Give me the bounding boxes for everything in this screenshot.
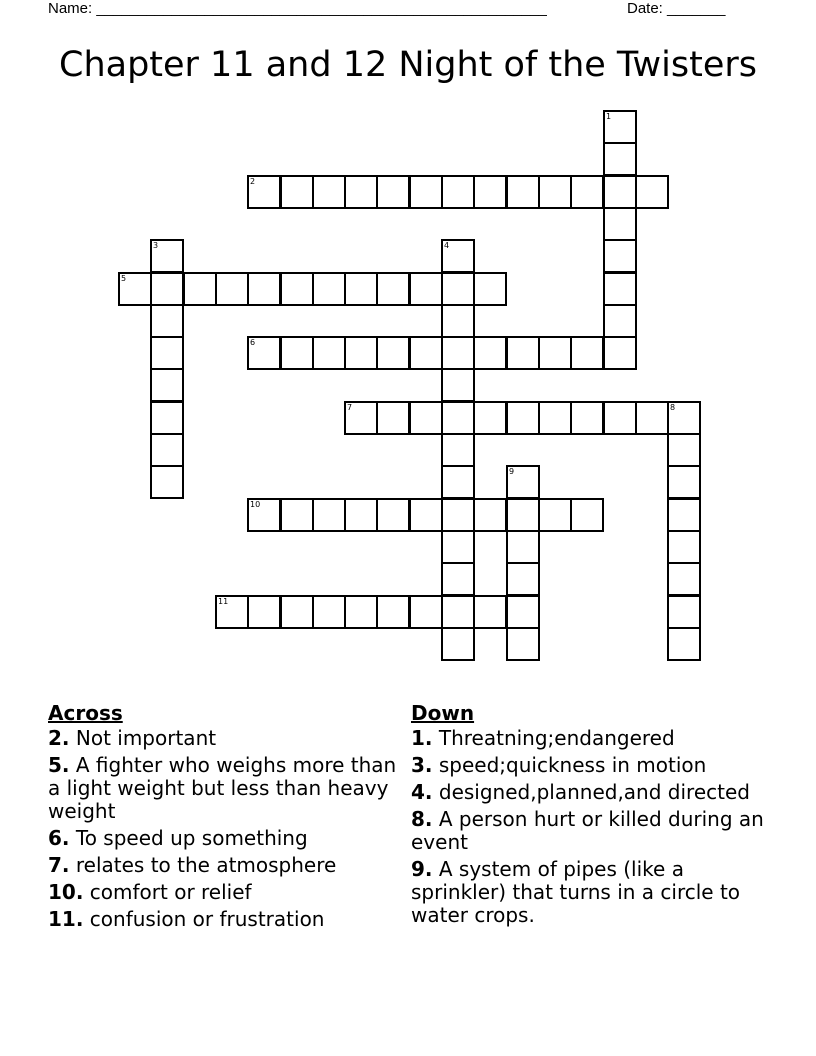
- crossword-cell: [473, 595, 507, 629]
- clue-number: 2.: [48, 726, 70, 750]
- cell-number: 1: [606, 112, 612, 121]
- crossword-cell: [247, 595, 281, 629]
- crossword-cell: [667, 401, 701, 435]
- across-clue: [48, 908, 398, 931]
- crossword-cell: [215, 272, 249, 306]
- crossword-cell: [409, 595, 443, 629]
- crossword-cell: [441, 272, 475, 306]
- crossword-cell: [344, 336, 378, 370]
- cell-number: 5: [121, 274, 127, 283]
- down-heading: Down: [411, 701, 475, 725]
- crossword-cell: [667, 433, 701, 467]
- crossword-cell: [441, 627, 475, 661]
- crossword-cell: [538, 175, 572, 209]
- crossword-cell: [667, 562, 701, 596]
- crossword-cell: [441, 336, 475, 370]
- crossword-cell: [506, 336, 540, 370]
- cell-number: 11: [218, 597, 229, 606]
- crossword-cell: [376, 272, 410, 306]
- crossword-cell: [570, 401, 604, 435]
- across-heading: Across: [48, 701, 123, 725]
- crossword-cell: [376, 595, 410, 629]
- crossword-cell: [312, 336, 346, 370]
- clue-number: 7.: [48, 853, 70, 877]
- crossword-cell: [150, 239, 184, 273]
- crossword-cell: [247, 336, 281, 370]
- crossword-cell: [376, 336, 410, 370]
- crossword-cell: [603, 401, 637, 435]
- crossword-cell: [635, 175, 669, 209]
- crossword-cell: [667, 530, 701, 564]
- cell-number: 3: [153, 241, 159, 250]
- crossword-cell: [441, 239, 475, 273]
- crossword-cell: [603, 239, 637, 273]
- crossword-cell: [441, 498, 475, 532]
- crossword-cell: [603, 110, 637, 144]
- crossword-cell: [473, 336, 507, 370]
- crossword-cell: [150, 465, 184, 499]
- crossword-cell: [506, 498, 540, 532]
- cell-number: 8: [670, 403, 676, 412]
- down-clue: [411, 727, 781, 750]
- crossword-cell: [506, 530, 540, 564]
- crossword-cell: [603, 207, 637, 241]
- clue-text: A system of pipes (like a sprinkler) that turns in a circle to water crops.: [411, 857, 741, 927]
- crossword-cell: [506, 401, 540, 435]
- crossword-cell: [344, 175, 378, 209]
- clue-number: 4.: [411, 780, 433, 804]
- crossword-cell: [344, 272, 378, 306]
- crossword-cell: [312, 498, 346, 532]
- clue-text: designed,planned,and directed: [438, 780, 750, 804]
- cell-number: 4: [444, 241, 450, 250]
- crossword-cell: [344, 401, 378, 435]
- across-clue: [48, 754, 398, 823]
- crossword-cell: [603, 304, 637, 338]
- crossword-cell: [409, 272, 443, 306]
- crossword-cell: [247, 175, 281, 209]
- cell-number: 9: [509, 467, 515, 476]
- clue-number: 3.: [411, 753, 433, 777]
- clue-number: 10.: [48, 880, 84, 904]
- crossword-cell: [667, 627, 701, 661]
- crossword-cell: [506, 562, 540, 596]
- crossword-cell: [506, 595, 540, 629]
- crossword-cell: [215, 595, 249, 629]
- crossword-cell: [441, 465, 475, 499]
- clue-text: Threatning;endangered: [438, 726, 675, 750]
- crossword-cell: [409, 175, 443, 209]
- crossword-cell: [473, 401, 507, 435]
- crossword-cell: [312, 272, 346, 306]
- crossword-cell: [603, 272, 637, 306]
- crossword-cell: [441, 304, 475, 338]
- crossword-cell: [473, 175, 507, 209]
- crossword-cell: [441, 433, 475, 467]
- crossword-cell: [312, 175, 346, 209]
- crossword-cell: [183, 272, 217, 306]
- crossword-cell: [441, 401, 475, 435]
- crossword-cell: [603, 336, 637, 370]
- down-clue: [411, 781, 781, 804]
- down-clue: [411, 858, 781, 927]
- crossword-cell: [280, 336, 314, 370]
- crossword-cell: [150, 304, 184, 338]
- cell-number: 7: [347, 403, 353, 412]
- crossword-cell: [409, 401, 443, 435]
- crossword-cell: [344, 498, 378, 532]
- date-field-line: Date: _______: [627, 0, 726, 17]
- crossword-cell: [409, 336, 443, 370]
- crossword-cell: [247, 272, 281, 306]
- crossword-cell: [441, 368, 475, 402]
- crossword-cell: [473, 272, 507, 306]
- crossword-cell: [570, 336, 604, 370]
- across-clue: [48, 854, 398, 877]
- crossword-cell: [506, 465, 540, 499]
- crossword-cell: [280, 272, 314, 306]
- across-clues: [48, 702, 398, 935]
- clue-number: 6.: [48, 826, 70, 850]
- crossword-cell: [441, 530, 475, 564]
- clue-text: confusion or frustration: [89, 907, 325, 931]
- clue-number: 1.: [411, 726, 433, 750]
- crossword-cell: [409, 498, 443, 532]
- crossword-cell: [150, 401, 184, 435]
- crossword-cell: [506, 627, 540, 661]
- name-field-line: Name: ______________________________________________________: [48, 0, 547, 17]
- crossword-cell: [376, 401, 410, 435]
- clue-text: Not important: [75, 726, 217, 750]
- crossword-cell: [570, 175, 604, 209]
- clue-text: A fighter who weighs more than a light weight but less than heavy weight: [48, 753, 397, 823]
- crossword-cell: [441, 562, 475, 596]
- crossword-cell: [376, 175, 410, 209]
- crossword-cell: [280, 595, 314, 629]
- crossword-cell: [603, 175, 637, 209]
- crossword-cell: [570, 498, 604, 532]
- down-clue: [411, 808, 781, 854]
- crossword-cell: [150, 336, 184, 370]
- crossword-cell: [473, 498, 507, 532]
- crossword-cell: [150, 272, 184, 306]
- crossword-cell: [150, 433, 184, 467]
- page-title: Chapter 11 and 12 Night of the Twisters: [59, 45, 757, 85]
- crossword-cell: [538, 401, 572, 435]
- crossword-cell: [603, 142, 637, 176]
- clue-number: 9.: [411, 857, 433, 881]
- clue-number: 5.: [48, 753, 70, 777]
- clue-text: To speed up something: [75, 826, 308, 850]
- crossword-cell: [667, 595, 701, 629]
- crossword-cell: [441, 175, 475, 209]
- crossword-cell: [312, 595, 346, 629]
- across-clue: [48, 727, 398, 750]
- across-clue: [48, 881, 398, 904]
- crossword-cell: [344, 595, 378, 629]
- down-clues: [411, 702, 781, 931]
- crossword-cell: [376, 498, 410, 532]
- across-clue: [48, 827, 398, 850]
- crossword-cell: [441, 595, 475, 629]
- crossword-cell: [247, 498, 281, 532]
- clue-text: speed;quickness in motion: [438, 753, 707, 777]
- clue-text: relates to the atmosphere: [75, 853, 337, 877]
- clue-number: 8.: [411, 807, 433, 831]
- clue-number: 11.: [48, 907, 84, 931]
- crossword-cell: [506, 175, 540, 209]
- crossword-cell: [635, 401, 669, 435]
- crossword-cell: [538, 498, 572, 532]
- down-clue: [411, 754, 781, 777]
- cell-number: 2: [250, 177, 256, 186]
- crossword-cell: [667, 498, 701, 532]
- crossword-cell: [280, 175, 314, 209]
- crossword-cell: [538, 336, 572, 370]
- clue-text: A person hurt or killed during an event: [411, 807, 764, 854]
- cell-number: 6: [250, 338, 256, 347]
- clue-text: comfort or relief: [89, 880, 252, 904]
- crossword-cell: [118, 272, 152, 306]
- cell-number: 10: [250, 500, 261, 509]
- crossword-cell: [280, 498, 314, 532]
- crossword-cell: [150, 368, 184, 402]
- crossword-cell: [667, 465, 701, 499]
